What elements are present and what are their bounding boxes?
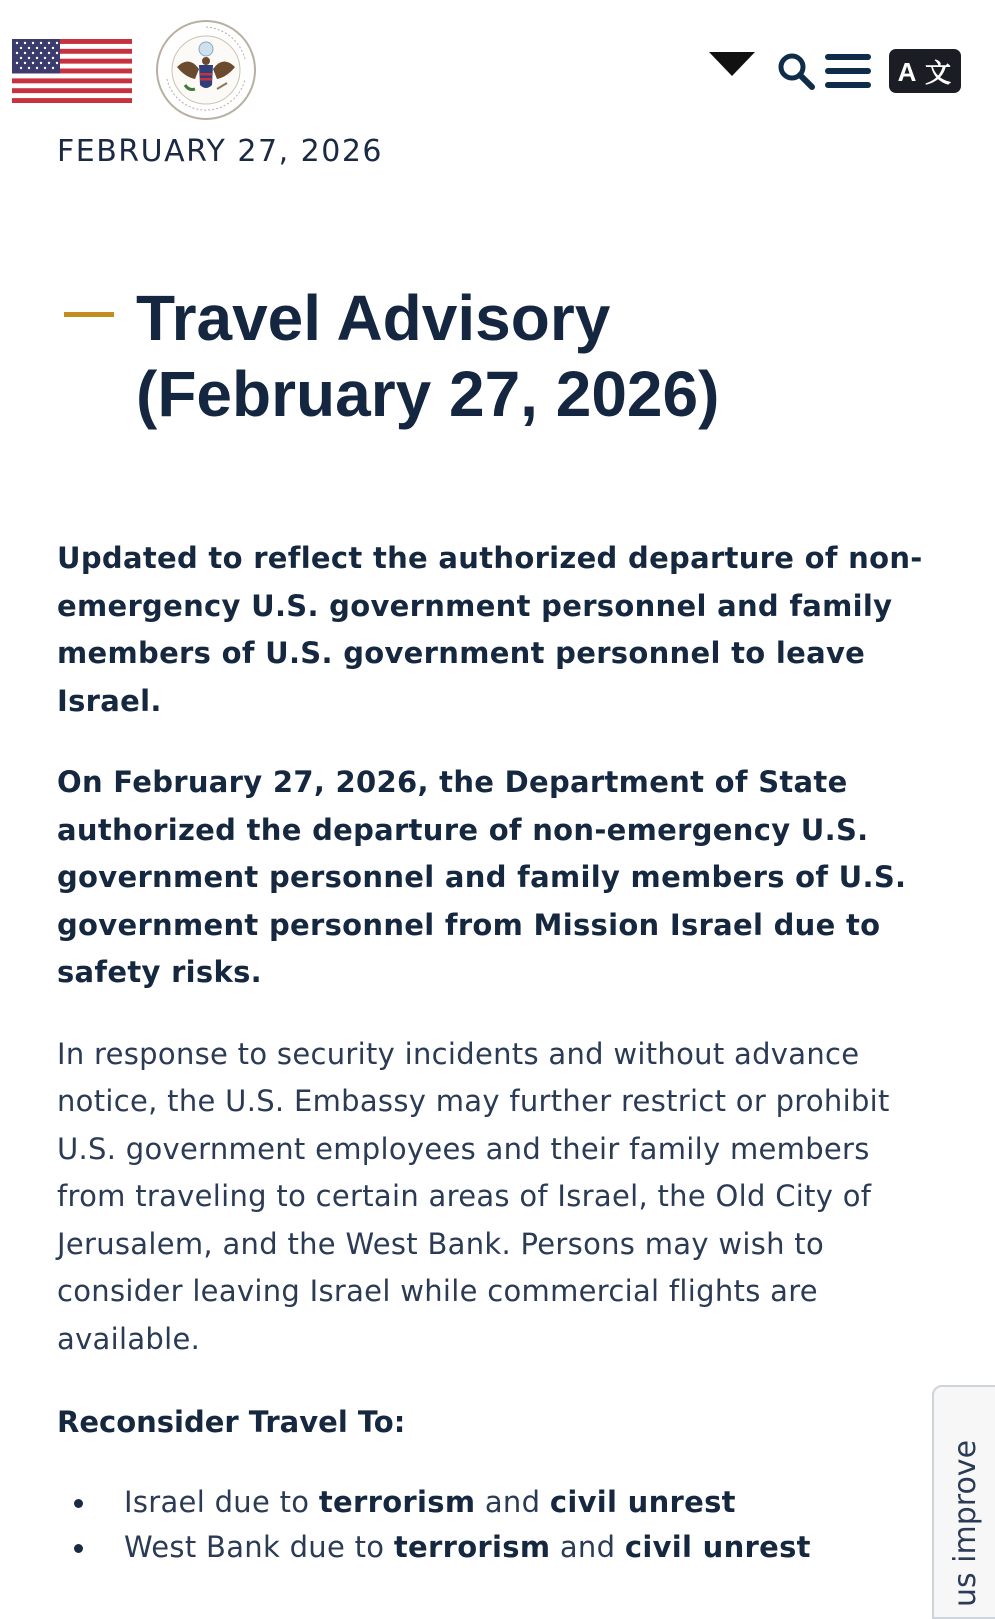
list-item-term: civil unrest [624,1530,811,1564]
page-title [136,280,936,432]
feedback-label: us improve [948,1439,983,1607]
title-accent-bar [64,312,114,317]
bullet-icon [74,1499,83,1508]
reconsider-heading: Reconsider Travel To: [57,1405,406,1439]
publish-date: FEBRUARY 27, 2026 [57,134,383,169]
us-flag-icon[interactable] [12,39,132,103]
list-item-joiner: and [550,1530,625,1564]
header-actions [709,48,961,94]
article-body [57,535,927,1570]
departure-paragraph: On February 27, 2026, the Department of State authorized the departure of non-emergency U.S. government personnel and family members of U.S. government personnel from Mission Israel due to safety risks. [57,765,907,989]
summary-paragraph: Updated to reflect the authorized departure of non-emergency U.S. government personnel and family members of U.S. government personnel to leave Israel. [57,541,923,718]
caret-down-icon[interactable] [709,52,755,76]
security-paragraph: In response to security incidents and without advance notice, the U.S. Embassy may further restrict or prohibit U.S. government employees and their family members from traveling to certain areas of Israel, the Old City of Jerusalem, and the West Bank. Persons may wish to consider leaving Israel while commercial flights are available. [57,1036,890,1356]
search-icon[interactable] [777,52,815,90]
translate-label: A [897,57,917,87]
reconsider-list [57,1480,927,1570]
list-item-joiner: and [475,1485,550,1519]
title-line-2: (February 27, 2026) [136,358,720,430]
translate-icon[interactable] [889,49,961,93]
list-item-term: terrorism [393,1530,551,1564]
list-item-term: civil unrest [549,1485,736,1519]
list-item [57,1525,927,1570]
title-line-1: Travel Advisory [136,282,611,354]
translate-glyph: 文 [924,59,952,89]
bullet-icon [74,1544,83,1553]
list-item-prefix: West Bank due to [124,1530,394,1564]
list-item [57,1480,927,1525]
list-item-term: terrorism [318,1485,476,1519]
site-header [0,0,995,140]
feedback-tab[interactable] [932,1385,995,1619]
menu-icon[interactable] [825,52,871,90]
embassy-seal-icon[interactable] [155,19,257,121]
list-item-prefix: Israel due to [124,1485,319,1519]
